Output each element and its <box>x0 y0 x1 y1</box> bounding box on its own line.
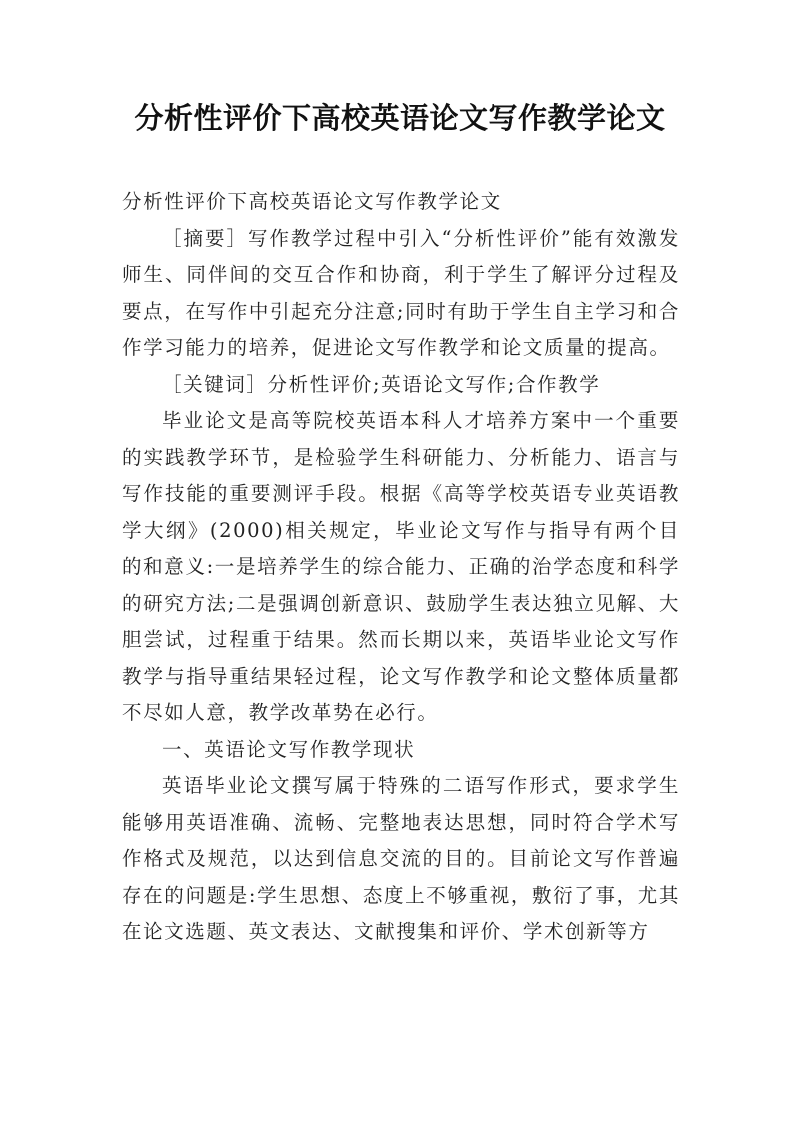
section-heading: 一、英语论文写作教学现状 <box>162 737 416 761</box>
subtitle-paragraph: 分析性评价下高校英语论文写作教学论文 <box>122 190 502 213</box>
keywords-paragraph: ［关键词］分析性评价;英语论文写作;合作教学 <box>162 372 601 396</box>
body-paragraph: 英语毕业论文撰写属于特殊的二语写作形式，要求学生能够用英语准确、流畅、完整地表达思想，同时符合学术写作格式及规范，以达到信息交流的目的。目前论文写作普遍存在的问题是:学生思想、态度上不够重视，敷衍了事，尤其在论文选题、英文表达、文献搜集和评价、学术创新等方 <box>122 774 680 943</box>
document-title: 分析性评价下高校英语论文写作教学论文 <box>134 101 666 135</box>
intro-paragraph: 毕业论文是高等院校英语本科人才培养方案中一个重要的实践教学环节，是检验学生科研能力、分析能力、语言与写作技能的重要测评手段。根据《高等学校英语专业英语教学大纲》(2000)相关规定，毕业论文写作与指导有两个目的和意义:一是培养学生的综合能力、正确的治学态度和科学的研究方法;二是强调创新意识、鼓励学生表达独立见解、大胆尝试，过程重于结果。然而长期以来，英语毕业论文写作教学与指导重结果轻过程，论文写作教学和论文整体质量都不尽如人意，教学改革势在必行。 <box>122 409 680 724</box>
abstract-paragraph: ［摘要］写作教学过程中引入“分析性评价”能有效激发师生、同伴间的交互合作和协商，利于学生了解评分过程及要点，在写作中引起充分注意;同时有助于学生自主学习和合作学习能力的培养，促进论文写作教学和论文质量的提高。 <box>122 226 680 359</box>
document-body <box>122 184 680 951</box>
